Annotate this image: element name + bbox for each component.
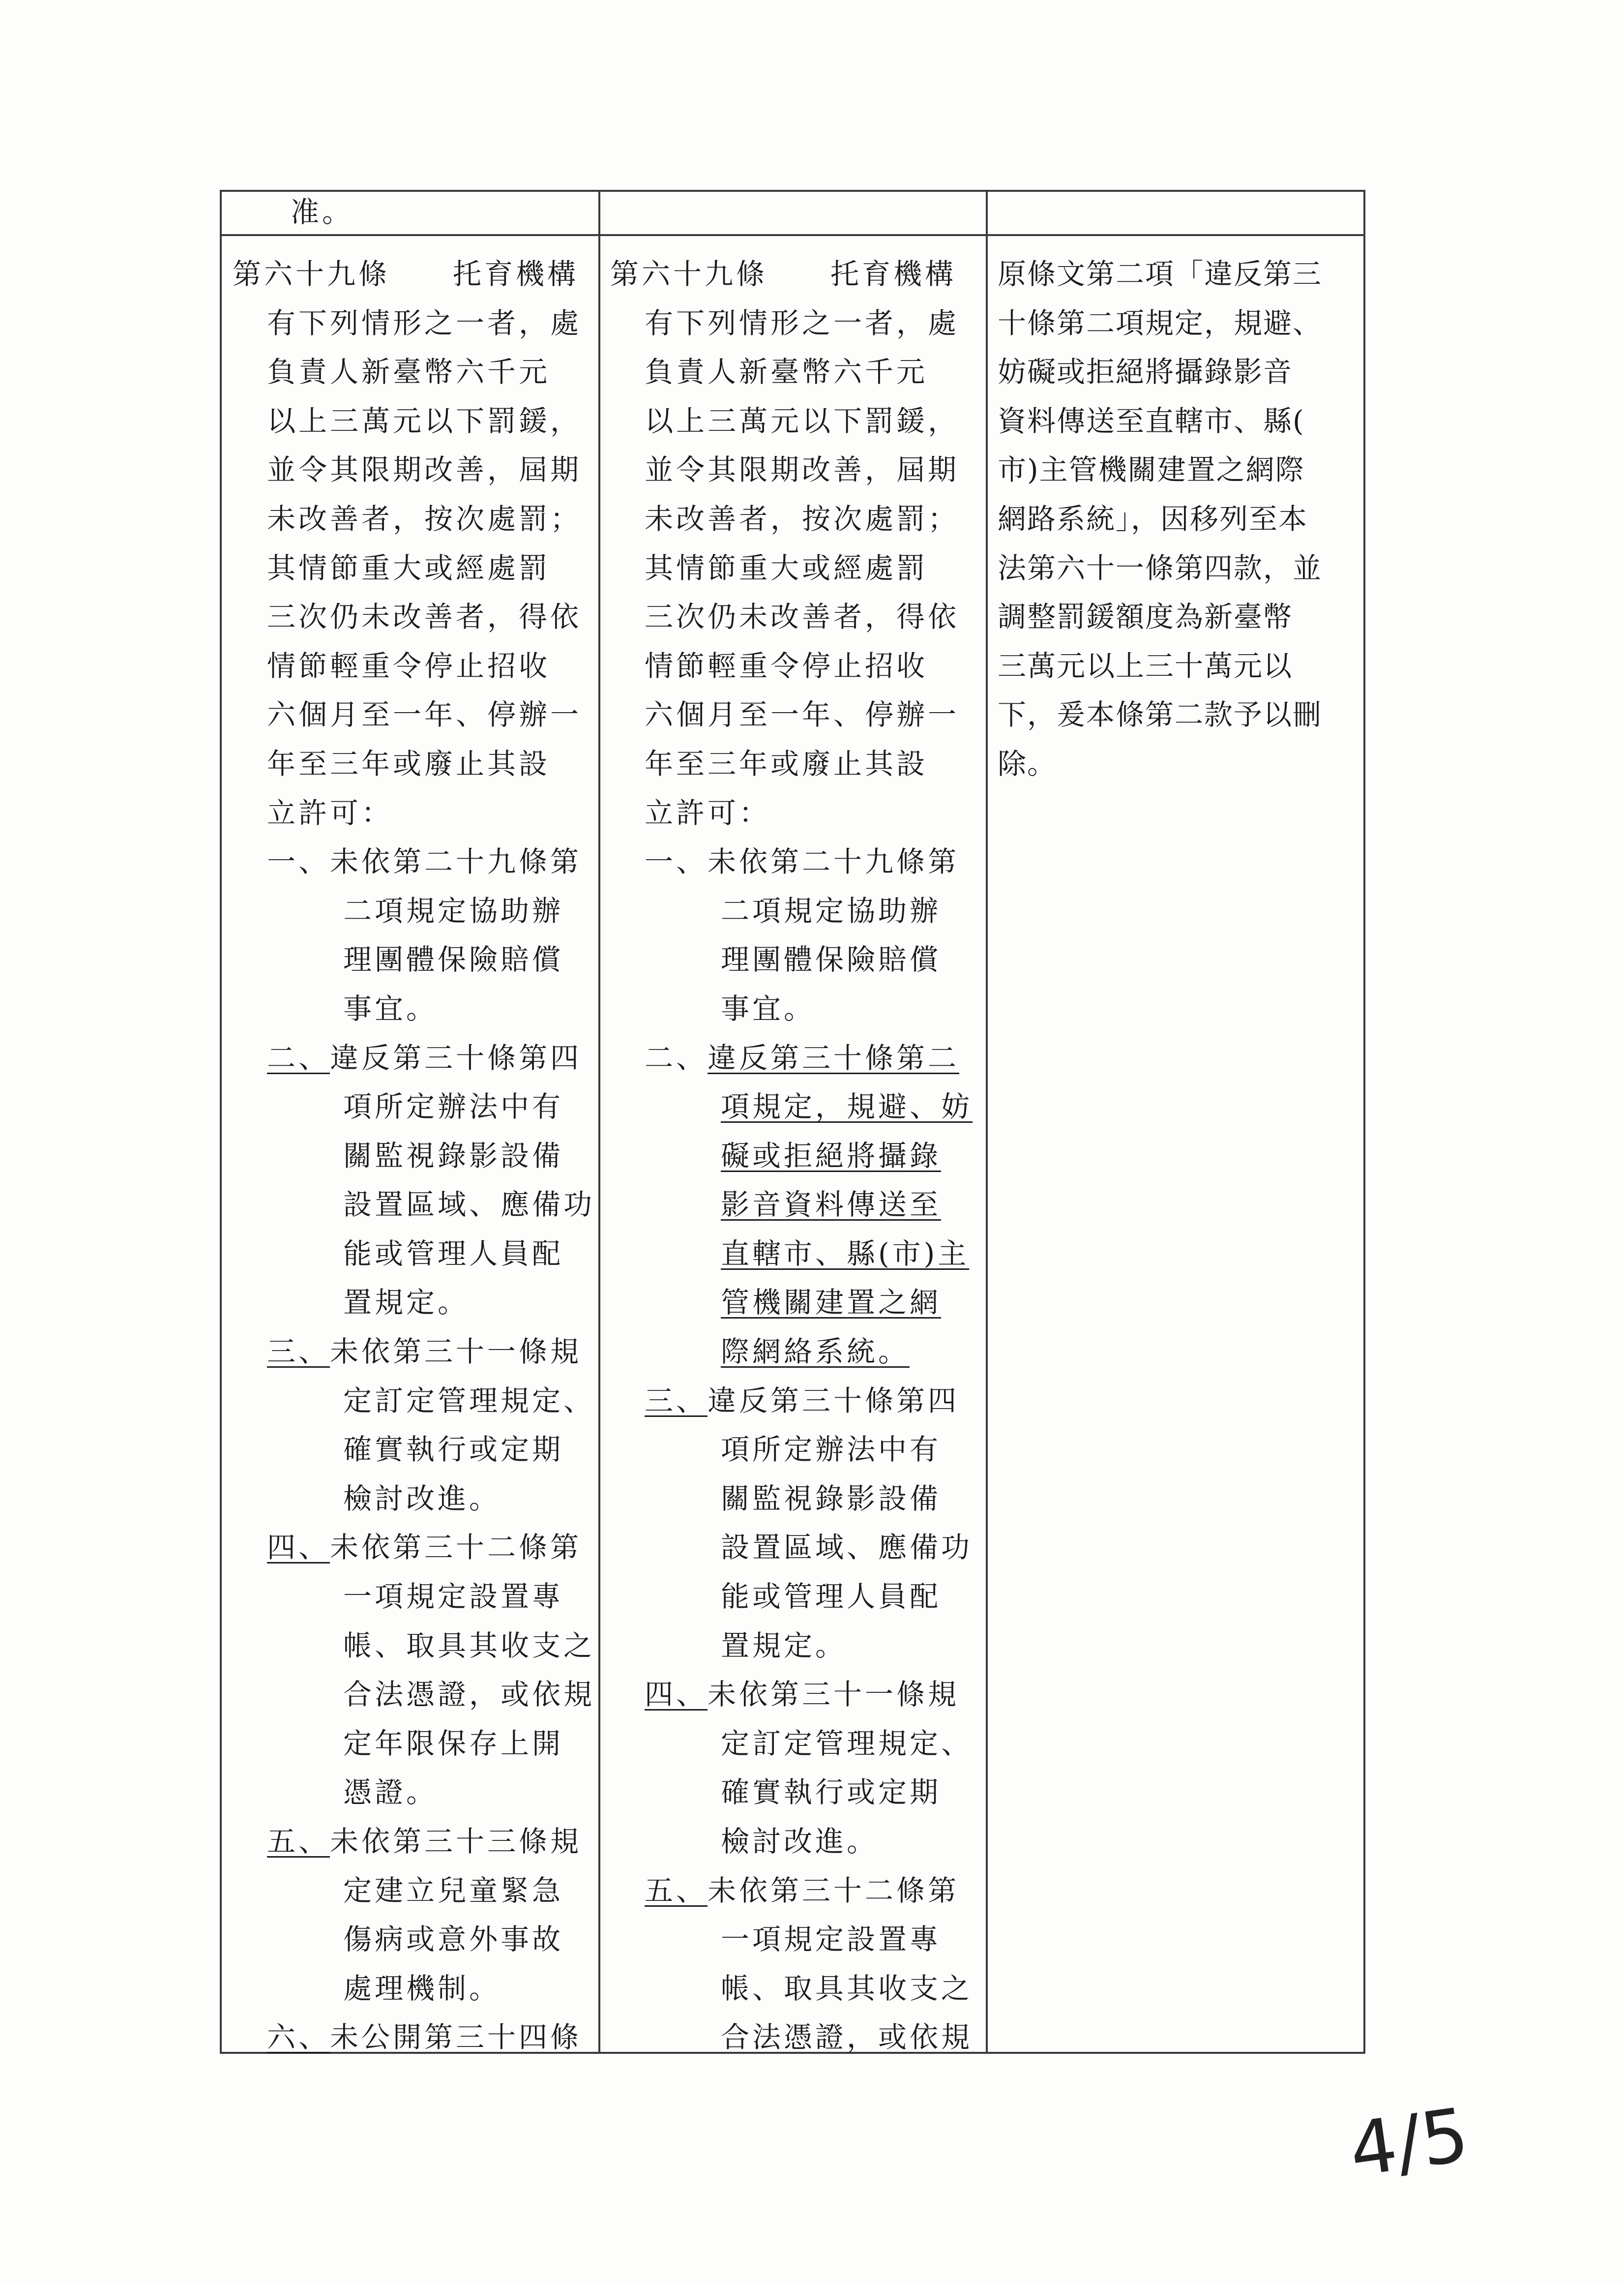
item-line: 二項規定協助辦	[343, 894, 564, 928]
explanation-line: 十條第二項規定，規避、	[998, 306, 1323, 340]
item-line: 理團體保險賠償	[343, 943, 564, 977]
item-line: 影音資料傳送至	[721, 1188, 942, 1222]
item-first-line	[233, 1327, 596, 1377]
item-first-line	[610, 838, 984, 887]
explanation-line: 三萬元以上三十萬元以	[998, 649, 1293, 683]
item-line: 確實執行或定期	[721, 1775, 942, 1809]
article-body-line: 情節輕重令停止招收	[645, 649, 928, 683]
item-first-line	[610, 1670, 984, 1719]
amended-article-cell	[233, 250, 596, 2062]
item-line: 際網絡系統。	[721, 1335, 910, 1369]
item-line: 礙或拒絕將攝錄	[721, 1139, 942, 1172]
item-first-line	[233, 1034, 596, 1083]
explanation-line: 下，爰本條第二款予以刪	[998, 698, 1323, 732]
item-line: 定年限保存上開	[343, 1726, 564, 1760]
explanation-line: 妨礙或拒絕將攝錄影音	[998, 355, 1293, 389]
item-line: 憑證。	[343, 1775, 438, 1809]
explanation-line: 調整罰鍰額度為新臺幣	[998, 600, 1293, 634]
row-divider	[222, 234, 1363, 236]
item-first-line	[233, 838, 596, 887]
item-text: 違反第三十條第四	[708, 1383, 960, 1417]
article-body-line: 三次仍未改善者，得依	[267, 600, 582, 634]
item-line: 理團體保險賠償	[721, 943, 942, 977]
item-number: 一、	[645, 845, 708, 879]
article-body-line: 未改善者，按次處罰；	[645, 502, 960, 536]
article-body-line: 未改善者，按次處罰；	[267, 502, 582, 536]
handwritten-page-number: 4/5	[1344, 2092, 1474, 2194]
article-body-line: 以上三萬元以下罰鍰，	[645, 404, 960, 438]
item-line: 項所定辦法中有	[343, 1090, 564, 1124]
article-body-line: 三次仍未改善者，得依	[645, 600, 960, 634]
column-divider	[986, 192, 988, 2052]
article-body-line: 其情節重大或經處罰	[645, 551, 928, 585]
item-line: 定訂定管理規定、	[721, 1726, 973, 1760]
item-line: 合法憑證，或依規	[343, 1678, 595, 1712]
item-number: 六、	[267, 2020, 330, 2054]
item-number: 一、	[267, 845, 330, 879]
item-number: 二、	[267, 1041, 330, 1075]
item-line: 關監視錄影設備	[343, 1139, 564, 1172]
comparison-table	[220, 190, 1365, 2054]
item-text: 未依第三十三條規	[330, 1825, 582, 1858]
explanation-line: 法第六十一條第四款，並	[998, 551, 1323, 585]
item-first-line	[610, 1377, 984, 1426]
article-body-line: 立許可：	[645, 796, 771, 830]
item-line: 置規定。	[721, 1628, 847, 1662]
continuation-text: 准。	[291, 195, 354, 229]
explanation-line: 資料傳送至直轄市、縣(	[998, 404, 1305, 438]
item-number: 四、	[267, 1531, 330, 1564]
item-text: 違反第三十條第二	[708, 1041, 960, 1075]
item-line: 一項規定設置專	[343, 1580, 564, 1614]
item-line: 帳、取具其收支之	[343, 1628, 595, 1662]
item-text: 未依第三十一條規	[708, 1678, 960, 1712]
item-line: 定建立兒童緊急	[343, 1873, 564, 1907]
item-number: 五、	[645, 1873, 708, 1907]
article-body-line: 其情節重大或經處罰	[267, 551, 551, 585]
item-line: 傷病或意外事故	[343, 1923, 564, 1956]
item-line: 項所定辦法中有	[721, 1433, 942, 1467]
item-line: 合法憑證，或依規	[721, 2020, 973, 2054]
article-body-line: 六個月至一年、停辦一	[645, 698, 960, 732]
item-line: 一項規定設置專	[721, 1923, 942, 1956]
explanation-line: 市)主管機關建置之網際	[998, 453, 1305, 487]
item-number: 三、	[267, 1335, 330, 1369]
item-line: 定訂定管理規定、	[343, 1383, 595, 1417]
item-number: 四、	[645, 1678, 708, 1712]
item-number: 五、	[267, 1825, 330, 1858]
item-text: 未依第三十二條第	[330, 1531, 582, 1564]
item-text: 違反第三十條第四	[330, 1041, 582, 1075]
item-line: 二項規定協助辦	[721, 894, 942, 928]
item-line: 直轄市、縣(市)主	[721, 1236, 970, 1270]
item-first-line	[233, 1817, 596, 1866]
item-line: 帳、取具其收支之	[721, 1971, 973, 2005]
item-line: 設置區域、應備功	[343, 1188, 595, 1222]
item-line: 確實執行或定期	[343, 1433, 564, 1467]
item-line: 能或管理人員配	[343, 1236, 564, 1270]
item-text: 未依第三十二條第	[708, 1873, 960, 1907]
article-body-line: 負責人新臺幣六千元	[645, 355, 928, 389]
item-first-line	[610, 1866, 984, 1916]
item-text: 未依第三十一條規	[330, 1335, 582, 1369]
item-line: 設置區域、應備功	[721, 1531, 973, 1564]
article-body-line: 負責人新臺幣六千元	[267, 355, 551, 389]
item-number: 三、	[645, 1383, 708, 1417]
item-text: 未依第二十九條第	[708, 845, 960, 879]
explanation-line: 除。	[998, 747, 1057, 781]
item-text: 未依第二十九條第	[330, 845, 582, 879]
article-title: 第六十九條 托育機構	[610, 257, 957, 291]
item-line: 事宜。	[721, 992, 816, 1025]
item-line: 檢討改進。	[721, 1825, 879, 1858]
item-number: 二、	[645, 1041, 708, 1075]
article-title: 第六十九條 托育機構	[233, 257, 579, 291]
item-line: 能或管理人員配	[721, 1580, 942, 1614]
article-body-line: 立許可：	[267, 796, 393, 830]
article-body-line: 六個月至一年、停辦一	[267, 698, 582, 732]
article-body-line: 有下列情形之一者，處	[267, 306, 582, 340]
item-first-line	[610, 1034, 984, 1083]
prev-row-left-cell	[291, 188, 354, 237]
explanation-cell	[998, 250, 1364, 789]
article-body-line: 年至三年或廢止其設	[645, 747, 928, 781]
article-body-line: 年至三年或廢止其設	[267, 747, 551, 781]
item-line: 處理機制。	[343, 1971, 501, 2005]
explanation-line: 原條文第二項「違反第三	[998, 257, 1323, 291]
article-body-line: 情節輕重令停止招收	[267, 649, 551, 683]
current-article-cell	[610, 250, 984, 2062]
item-line: 事宜。	[343, 992, 438, 1025]
article-body-line: 並令其限期改善，屆期	[267, 453, 582, 487]
item-line: 關監視錄影設備	[721, 1481, 942, 1515]
column-divider	[598, 192, 600, 2052]
explanation-line: 網路系統」，因移列至本	[998, 502, 1308, 536]
article-body-line: 以上三萬元以下罰鍰，	[267, 404, 582, 438]
item-line: 項規定，規避、妨	[721, 1090, 973, 1124]
item-first-line	[233, 1523, 596, 1572]
item-text: 未公開第三十四條	[330, 2020, 582, 2054]
item-line: 檢討改進。	[343, 1481, 501, 1515]
article-body-line: 並令其限期改善，屆期	[645, 453, 960, 487]
item-line: 管機關建置之網	[721, 1286, 942, 1320]
item-line: 置規定。	[343, 1286, 470, 1320]
article-body-line: 有下列情形之一者，處	[645, 306, 960, 340]
item-first-line	[233, 2013, 596, 2062]
